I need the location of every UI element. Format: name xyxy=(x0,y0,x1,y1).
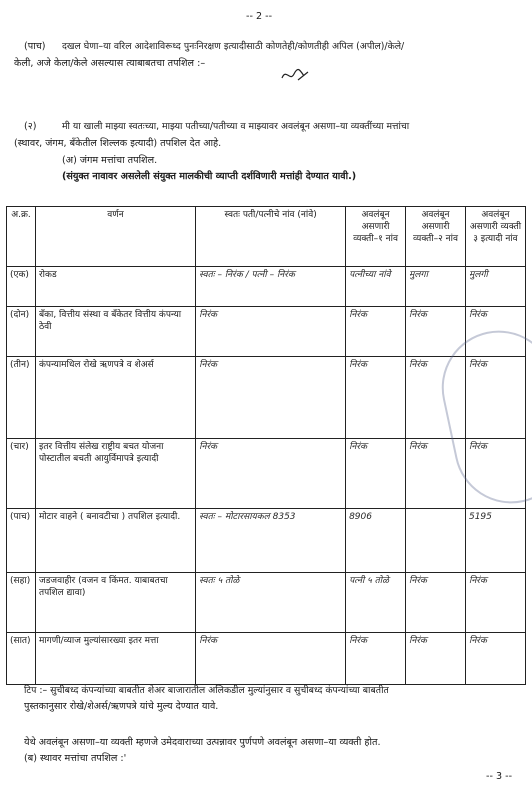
table-row xyxy=(7,267,526,307)
row-dep3: मुलगी xyxy=(465,267,525,307)
row-sr: (तीन) xyxy=(7,357,36,439)
para5-line2: केली, अजे केला/केले असल्यास त्याबाबतचा तपशिल :– xyxy=(14,58,206,69)
row-self: निरंक xyxy=(196,307,346,357)
row-sr: (पाच) xyxy=(7,509,36,573)
row-dep1: निरंक xyxy=(346,439,406,509)
row-dep3: निरंक xyxy=(465,633,525,685)
row-dep2: निरंक xyxy=(406,357,466,439)
row-dep2: निरंक xyxy=(406,633,466,685)
row-dep3: निरंक xyxy=(465,439,525,509)
section2-marker: (२) xyxy=(24,121,37,132)
row-desc: बँका, वित्तीय संस्था व बँकेतर वित्तीय कंपन्या ठेवी xyxy=(35,307,195,357)
row-self: निरंक xyxy=(196,357,346,439)
table-header-row xyxy=(7,207,526,267)
row-dep2 xyxy=(406,509,466,573)
row-dep2: मुलगा xyxy=(406,267,466,307)
row-dep1: 8906 xyxy=(346,509,406,573)
row-dep1: निरंक xyxy=(346,307,406,357)
footnote-line1: टिप :– सुचीबध्द कंपन्यांच्या बाबतीत शेअर बाजारातील अलिकडील मुल्यांनुसार व सुचीबध्द कंपन्यांच्या बाबतीत xyxy=(24,685,389,696)
page-number-bottom: -- 3 -- xyxy=(486,771,513,782)
header-sr: अ.क्र. xyxy=(7,207,36,267)
footnote-line2: पुस्तकानुसार रोखे/शेअर्स/ऋणपत्रे यांचे मुल्य देण्यात यावे. xyxy=(24,701,219,712)
row-dep1: पत्नीच्या नांवे xyxy=(346,267,406,307)
para5-line1: दखल घेणा–या वरिल आदेशाविरूध्द पुनःनिरक्षण इत्यादीसाठी कोणतेही/कोणतीही अपिल (अपील)/केले/ xyxy=(62,41,405,52)
dependents-note: येथे अवलंबून असणा–या व्यक्ती म्हणजे उमेदवाराच्या उत्पन्नावर पुर्णपणे अवलंबून असणा–या व्यक्ती होत. xyxy=(24,737,381,748)
page-number-top: -- 2 -- xyxy=(246,11,273,22)
row-dep1: पत्नी ५ तोळे xyxy=(346,573,406,633)
row-sr: (सात) xyxy=(7,633,36,685)
row-dep3: निरंक xyxy=(465,357,525,439)
table-row xyxy=(7,573,526,633)
row-desc: इतर वित्तीय संलेख राष्ट्रीय बचत योजना पोस्टातील बचती आयुर्विमापत्रे इत्यादी xyxy=(35,439,195,509)
row-desc: मागणी/व्याज मुल्यांसारख्या इतर मत्ता xyxy=(35,633,195,685)
row-sr: (एक) xyxy=(7,267,36,307)
section2-sub-b: (ब) स्थावर मत्तांचा तपशिल :' xyxy=(24,753,127,764)
row-dep3: निरंक xyxy=(465,307,525,357)
header-desc: वर्णन xyxy=(35,207,195,267)
row-dep3: 5195 xyxy=(465,509,525,573)
row-self: स्वतः – मोटारसायकल 8353 xyxy=(196,509,346,573)
table-row xyxy=(7,439,526,509)
row-sr: (सहा) xyxy=(7,573,36,633)
row-dep2: निरंक xyxy=(406,307,466,357)
table-row xyxy=(7,633,526,685)
row-desc: जडजवाहीर (वजन व किंमत. याबाबतचा तपशिल द्यावा) xyxy=(35,573,195,633)
signature-mark xyxy=(280,66,310,84)
header-dep1: अवलंबून असणारी व्यक्ती–१ नांव xyxy=(346,207,406,267)
section2-sub-a: (अ) जंगम मत्तांचा तपशिल. xyxy=(62,155,158,166)
row-self: स्वतः ५ तोळे xyxy=(196,573,346,633)
row-sr: (चार) xyxy=(7,439,36,509)
movable-assets-table xyxy=(6,206,526,685)
row-dep2: निरंक xyxy=(406,573,466,633)
row-desc: रोकड xyxy=(35,267,195,307)
row-desc: मोटार वाहने ( बनावटीचा ) तपशिल इत्यादी. xyxy=(35,509,195,573)
section2-note: (संयुक्त नावावर असलेली संयुक्त मालकीची व्याप्ती दर्शविणारी मत्तांही देण्यात यावी.) xyxy=(62,171,357,182)
row-self: निरंक xyxy=(196,439,346,509)
row-dep3: निरंक xyxy=(465,573,525,633)
table-row xyxy=(7,509,526,573)
table-row xyxy=(7,307,526,357)
row-dep1: निरंक xyxy=(346,633,406,685)
row-dep1: निरंक xyxy=(346,357,406,439)
section2-line1: मी या खाली माझ्या स्वतःच्या, माझ्या पतीच्या/पतीच्या व माझ्यावर अवलंबून असणा–या व्यक्तींच्या मत्तांचा xyxy=(62,121,410,132)
row-dep2: निरंक xyxy=(406,439,466,509)
header-dep2: अवलंबून असणारी व्यक्ती–२ नांव xyxy=(406,207,466,267)
row-self: स्वतः – निरंक / पत्नी – निरंक xyxy=(196,267,346,307)
row-desc: कंपन्यामधिल रोखे ऋणपत्रे व शेअर्स xyxy=(35,357,195,439)
header-dep3: अवलंबून असणारी व्यक्ती ३ इत्यादी नांव xyxy=(465,207,525,267)
row-sr: (दोन) xyxy=(7,307,36,357)
header-self: स्वतः पती/पत्नीचे नांव (नांवे) xyxy=(196,207,346,267)
para5-marker: (पाच) xyxy=(24,41,46,52)
row-self: निरंक xyxy=(196,633,346,685)
section2-line2: (स्थावर, जंगम, बँकेतील शिल्लक इत्यादी) तपशिल देत आहे. xyxy=(14,138,222,149)
